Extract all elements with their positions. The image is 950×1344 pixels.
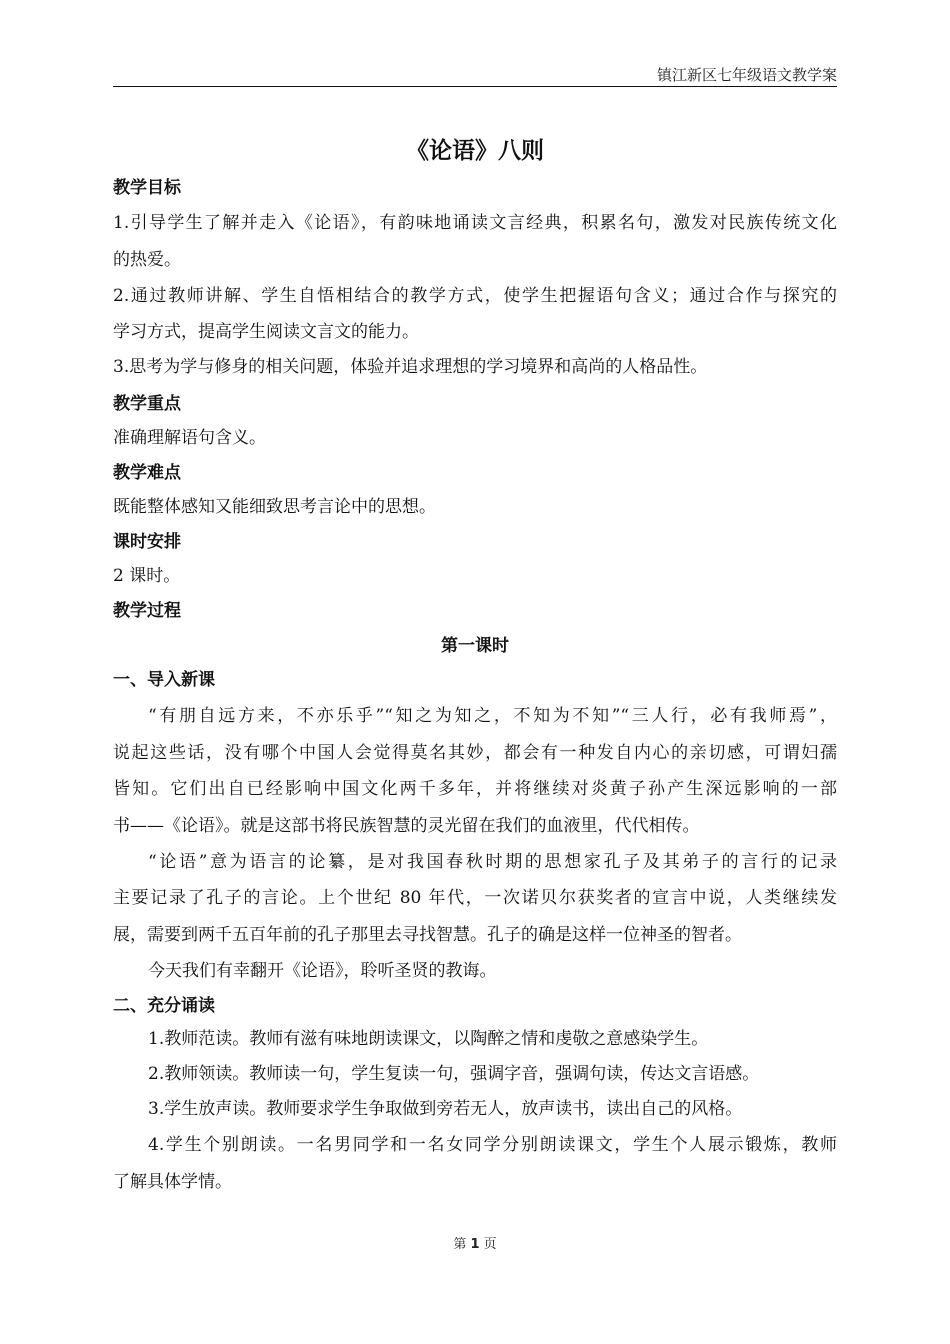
section-2-heading: 二、充分诵读 bbox=[113, 996, 215, 1016]
section-1-heading: 一、导入新课 bbox=[113, 670, 215, 690]
section-1-paragraph-1-line-2: 说起这些话，没有哪个中国人会觉得莫名其妙，都会有一种发自内心的亲切感，可谓妇孺 bbox=[113, 743, 837, 763]
process-heading: 教学过程 bbox=[113, 601, 181, 621]
goal-item-2-line-2: 学习方式，提高学生阅读文言文的能力。 bbox=[113, 322, 419, 342]
difficulties-text: 既能整体感知又能细致思考言论中的思想。 bbox=[113, 497, 436, 517]
schedule-heading: 课时安排 bbox=[113, 532, 181, 552]
page-number: 1 bbox=[470, 1237, 480, 1252]
header-rule bbox=[113, 86, 837, 87]
reading-step-4-line-2: 了解具体学情。 bbox=[113, 1172, 232, 1192]
footer-prefix: 第 bbox=[453, 1237, 467, 1252]
difficulties-heading: 教学难点 bbox=[113, 463, 181, 483]
lesson-title: 第一课时 bbox=[441, 636, 509, 656]
section-1-paragraph-1-line-1: “有朋自远方来，不亦乐乎”“知之为知之，不知为不知”“三人行，必有我师焉”， bbox=[148, 706, 837, 726]
document-title: 《论语》八则 bbox=[406, 138, 544, 164]
section-1-paragraph-1-line-3: 皆知。它们出自已经影响中国文化两千多年，并将继续对炎黄子孙产生深远影响的一部 bbox=[113, 779, 837, 799]
goal-item-1-line-1: 1.引导学生了解并走入《论语》，有韵味地诵读文言经典，积累名句，激发对民族传统文化 bbox=[113, 213, 837, 233]
key-points-text: 准确理解语句含义。 bbox=[113, 428, 266, 448]
schedule-text: 2 课时。 bbox=[113, 566, 181, 586]
key-points-heading: 教学重点 bbox=[113, 394, 181, 414]
section-1-paragraph-2-line-1: “论语”意为语言的论纂，是对我国春秋时期的思想家孔子及其弟子的言行的记录 bbox=[148, 852, 837, 872]
section-1-paragraph-2-line-3: 展，需要到两千五百年前的孔子那里去寻找智慧。孔子的确是这样一位神圣的智者。 bbox=[113, 925, 742, 945]
reading-step-4-line-1: 4.学生个别朗读。一名男同学和一名女同学分别朗读课文，学生个人展示锻炼，教师 bbox=[148, 1135, 837, 1155]
goal-item-3: 3.思考为学与修身的相关问题，体验并追求理想的学习境界和高尚的人格品性。 bbox=[113, 357, 708, 377]
goals-heading: 教学目标 bbox=[113, 178, 181, 198]
section-1-paragraph-1-line-4: 书——《论语》。就是这部书将民族智慧的灵光留在我们的血液里，代代相传。 bbox=[113, 816, 700, 836]
goal-item-2-line-1: 2.通过教师讲解、学生自悟相结合的教学方式，使学生把握语句含义；通过合作与探究的 bbox=[113, 286, 837, 306]
footer-suffix: 页 bbox=[483, 1237, 497, 1252]
section-1-paragraph-2-line-2: 主要记录了孔子的言论。上个世纪 80 年代，一次诺贝尔获奖者的宣言中说，人类继续发 bbox=[113, 888, 837, 908]
goal-item-1-line-2: 的热爱。 bbox=[113, 250, 181, 270]
page-header: 镇江新区七年级语文教学案 bbox=[656, 66, 837, 84]
page-footer bbox=[0, 1233, 950, 1252]
section-1-paragraph-3: 今天我们有幸翻开《论语》，聆听圣贤的教诲。 bbox=[148, 961, 497, 981]
reading-step-1: 1.教师范读。教师有滋有味地朗读课文，以陶醉之情和虔敬之意感染学生。 bbox=[148, 1029, 709, 1049]
reading-step-3: 3.学生放声读。教师要求学生争取做到旁若无人，放声读书，读出自己的风格。 bbox=[148, 1099, 743, 1119]
reading-step-2: 2.教师领读。教师读一句，学生复读一句，强调字音，强调句读，传达文言语感。 bbox=[148, 1064, 760, 1084]
